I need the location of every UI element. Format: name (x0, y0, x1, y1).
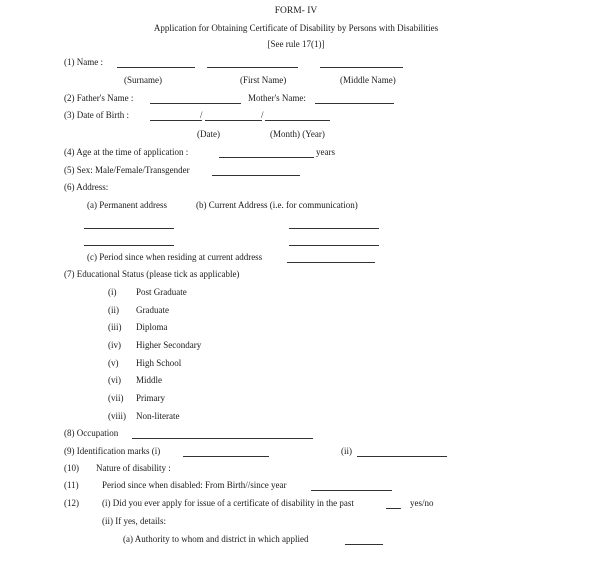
form-title: Application for Obtaining Certificate of Disability by Persons with Disabilities (153, 23, 439, 33)
occupation-field[interactable] (132, 438, 313, 439)
disability-nature-label: Nature of disability : (96, 463, 171, 473)
form-code: FORM- IV (274, 6, 318, 16)
education-option-high-school[interactable]: High School (136, 358, 182, 368)
education-option-num: (iv) (108, 340, 121, 350)
sex-label: (5) Sex: Male/Female/Transgender (64, 165, 190, 175)
permanent-address-line-1[interactable] (84, 228, 174, 229)
age-unit: years (316, 147, 335, 157)
middle-name-field[interactable] (320, 67, 403, 68)
education-option-num: (ii) (108, 305, 119, 315)
identification-mark-1-field[interactable] (183, 456, 269, 457)
residence-period-label: (c) Period since when residing at current address (87, 252, 263, 262)
yes-no-option[interactable]: yes/no (410, 498, 434, 508)
dob-year-field[interactable] (265, 120, 330, 121)
dob-sep-1: / (200, 110, 203, 120)
first-name-caption: (First Name) (240, 75, 287, 85)
dob-month-field[interactable] (205, 120, 262, 121)
father-name-label: (2) Father's Name : (64, 93, 134, 103)
education-option-num: (i) (108, 287, 117, 297)
education-option-primary[interactable]: Primary (136, 393, 165, 403)
education-option-middle[interactable]: Middle (136, 375, 162, 385)
education-option-num: (viii) (108, 411, 126, 421)
surname-field[interactable] (117, 67, 195, 68)
authority-label: (a) Authority to whom and district in which applied (123, 534, 309, 544)
education-option-num: (vi) (108, 375, 121, 385)
dob-date-field[interactable] (150, 120, 202, 121)
dob-month-year-caption: (Month) (Year) (270, 129, 325, 139)
dob-label: (3) Date of Birth : (64, 110, 129, 120)
authority-field[interactable] (345, 544, 383, 545)
current-address-line-1[interactable] (289, 228, 379, 229)
previous-application-answer-field[interactable] (386, 508, 401, 509)
education-option-num: (v) (108, 358, 119, 368)
surname-caption: (Surname) (124, 75, 162, 85)
previous-application-num: (12) (64, 498, 79, 508)
occupation-label: (8) Occupation (64, 428, 119, 438)
education-option-non-literate[interactable]: Non-literate (136, 411, 180, 421)
dob-date-caption: (Date) (197, 129, 220, 139)
current-address-label: (b) Current Address (i.e. for communication) (196, 200, 358, 210)
education-option-diploma[interactable]: Diploma (136, 322, 168, 332)
education-option-graduate[interactable]: Graduate (136, 305, 169, 315)
sex-field[interactable] (212, 175, 300, 176)
age-field[interactable] (219, 157, 314, 158)
mother-name-label: Mother's Name: (248, 93, 306, 103)
education-option-post-graduate[interactable]: Post Graduate (136, 287, 187, 297)
permanent-address-line-2[interactable] (84, 245, 174, 246)
dob-sep-2: / (261, 110, 264, 120)
disability-num: (10) (64, 463, 79, 473)
residence-period-field[interactable] (287, 262, 375, 263)
identification-marks-label: (9) Identification marks (i) (64, 446, 161, 456)
education-option-num: (iii) (108, 322, 122, 332)
address-label: (6) Address: (64, 182, 109, 192)
first-name-field[interactable] (207, 67, 298, 68)
education-option-higher-secondary[interactable]: Higher Secondary (136, 340, 202, 350)
current-address-line-2[interactable] (289, 245, 379, 246)
disabled-period-label: Period since when disabled: From Birth//since year (102, 480, 287, 490)
previous-application-details-label: (ii) If yes, details: (102, 516, 166, 526)
form-rule: [See rule 17(1)] (267, 39, 325, 49)
education-label: (7) Educational Status (please tick as applicable) (64, 269, 240, 279)
permanent-address-label: (a) Permanent address (87, 200, 167, 210)
mother-name-field[interactable] (315, 103, 394, 104)
disabled-period-num: (11) (64, 480, 79, 490)
middle-name-caption: (Middle Name) (340, 75, 396, 85)
identification-mark-2-field[interactable] (357, 456, 447, 457)
age-label: (4) Age at the time of application : (64, 147, 189, 157)
previous-application-question: (i) Did you ever apply for issue of a certificate of disability in the past (102, 498, 354, 508)
father-name-field[interactable] (150, 103, 241, 104)
education-option-num: (vii) (108, 393, 124, 403)
identification-mark-2-label: (ii) (341, 446, 352, 456)
disabled-since-year-field[interactable] (311, 490, 392, 491)
name-label: (1) Name : (64, 57, 103, 67)
